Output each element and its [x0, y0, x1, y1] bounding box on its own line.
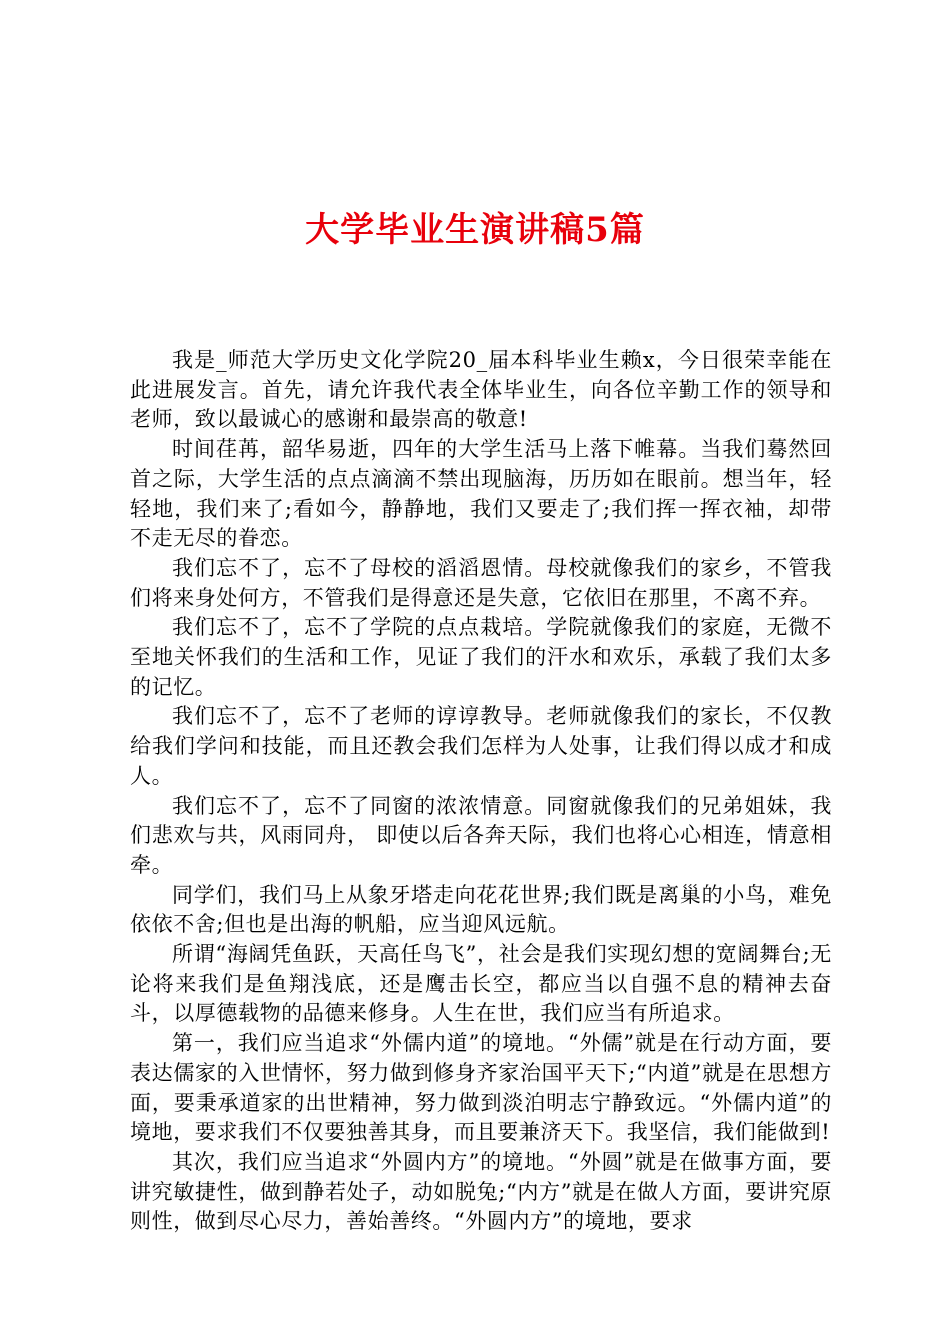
paragraph: 其次，我们应当追求“外圆内方”的境地。“外圆”就是在做事方面，要讲究敏捷性，做到静若处子，动如脱兔;“内方”就是在做人方面，要讲究原则性，做到尽心尽力，善始善终。“外圆内方”的境地，要求 [130, 1149, 832, 1234]
paragraph: 我们忘不了，忘不了母校的滔滔恩情。母校就像我们的家乡，不管我们将来身处何方，不管我们是得意还是失意，它依旧在那里，不离不弃。 [130, 555, 832, 610]
paragraph: 我们忘不了，忘不了学院的点点栽培。学院就像我们的家庭，无微不至地关怀我们的生活和工作，见证了我们的汗水和欢乐，承载了我们太多的记忆。 [130, 615, 832, 699]
paragraph: 我是_师范大学历史文化学院20_届本科毕业生赖x，今日很荣幸能在此进展发言。首先，请允许我代表全体毕业生，向各位辛勤工作的领导和老师，致以最诚心的感谢和最崇高的敬意! [130, 348, 832, 432]
paragraph: 第一，我们应当追求“外儒内道”的境地。“外儒”就是在行动方面，要表达儒家的入世情怀，努力做到修身齐家治国平天下;“内道”就是在思想方面，要秉承道家的出世精神，努力做到淡泊明志宁静致远。“外儒内道”的境地，要求我们不仅要独善其身，而且要兼济天下。我坚信，我们能做到! [130, 1031, 832, 1145]
document-title: 大学毕业生演讲稿5篇 [305, 210, 645, 250]
paragraph: 我们忘不了，忘不了老师的谆谆教导。老师就像我们的家长，不仅教给我们学问和技能，而且还教会我们怎样为人处事，让我们得以成才和成人。 [130, 704, 832, 788]
paragraph: 我们忘不了，忘不了同窗的浓浓情意。同窗就像我们的兄弟姐妹，我们悲欢与共，风雨同舟， 即使以后各奔天际，我们也将心心相连，情意相牵。 [130, 793, 832, 877]
document-body [130, 346, 832, 1237]
paragraph: 同学们，我们马上从象牙塔走向花花世界;我们既是离巢的小鸟，难免依依不舍;但也是出海的帆船，应当迎风远航。 [130, 882, 832, 937]
paragraph: 时间荏苒，韶华易逝，四年的大学生活马上落下帷幕。当我们蓦然回首之际，大学生活的点点滴滴不禁出现脑海，历历如在眼前。想当年，轻轻地，我们来了;看如今，静静地，我们又要走了;我们挥一挥衣袖，却带不走无尽的眷恋。 [130, 437, 832, 551]
paragraph: 所谓“海阔凭鱼跃，天高任鸟飞”，社会是我们实现幻想的宽阔舞台;无论将来我们是鱼翔浅底，还是鹰击长空，都应当以自强不息的精神去奋斗，以厚德载物的品德来修身。人生在世，我们应当有所追求。 [130, 942, 832, 1026]
